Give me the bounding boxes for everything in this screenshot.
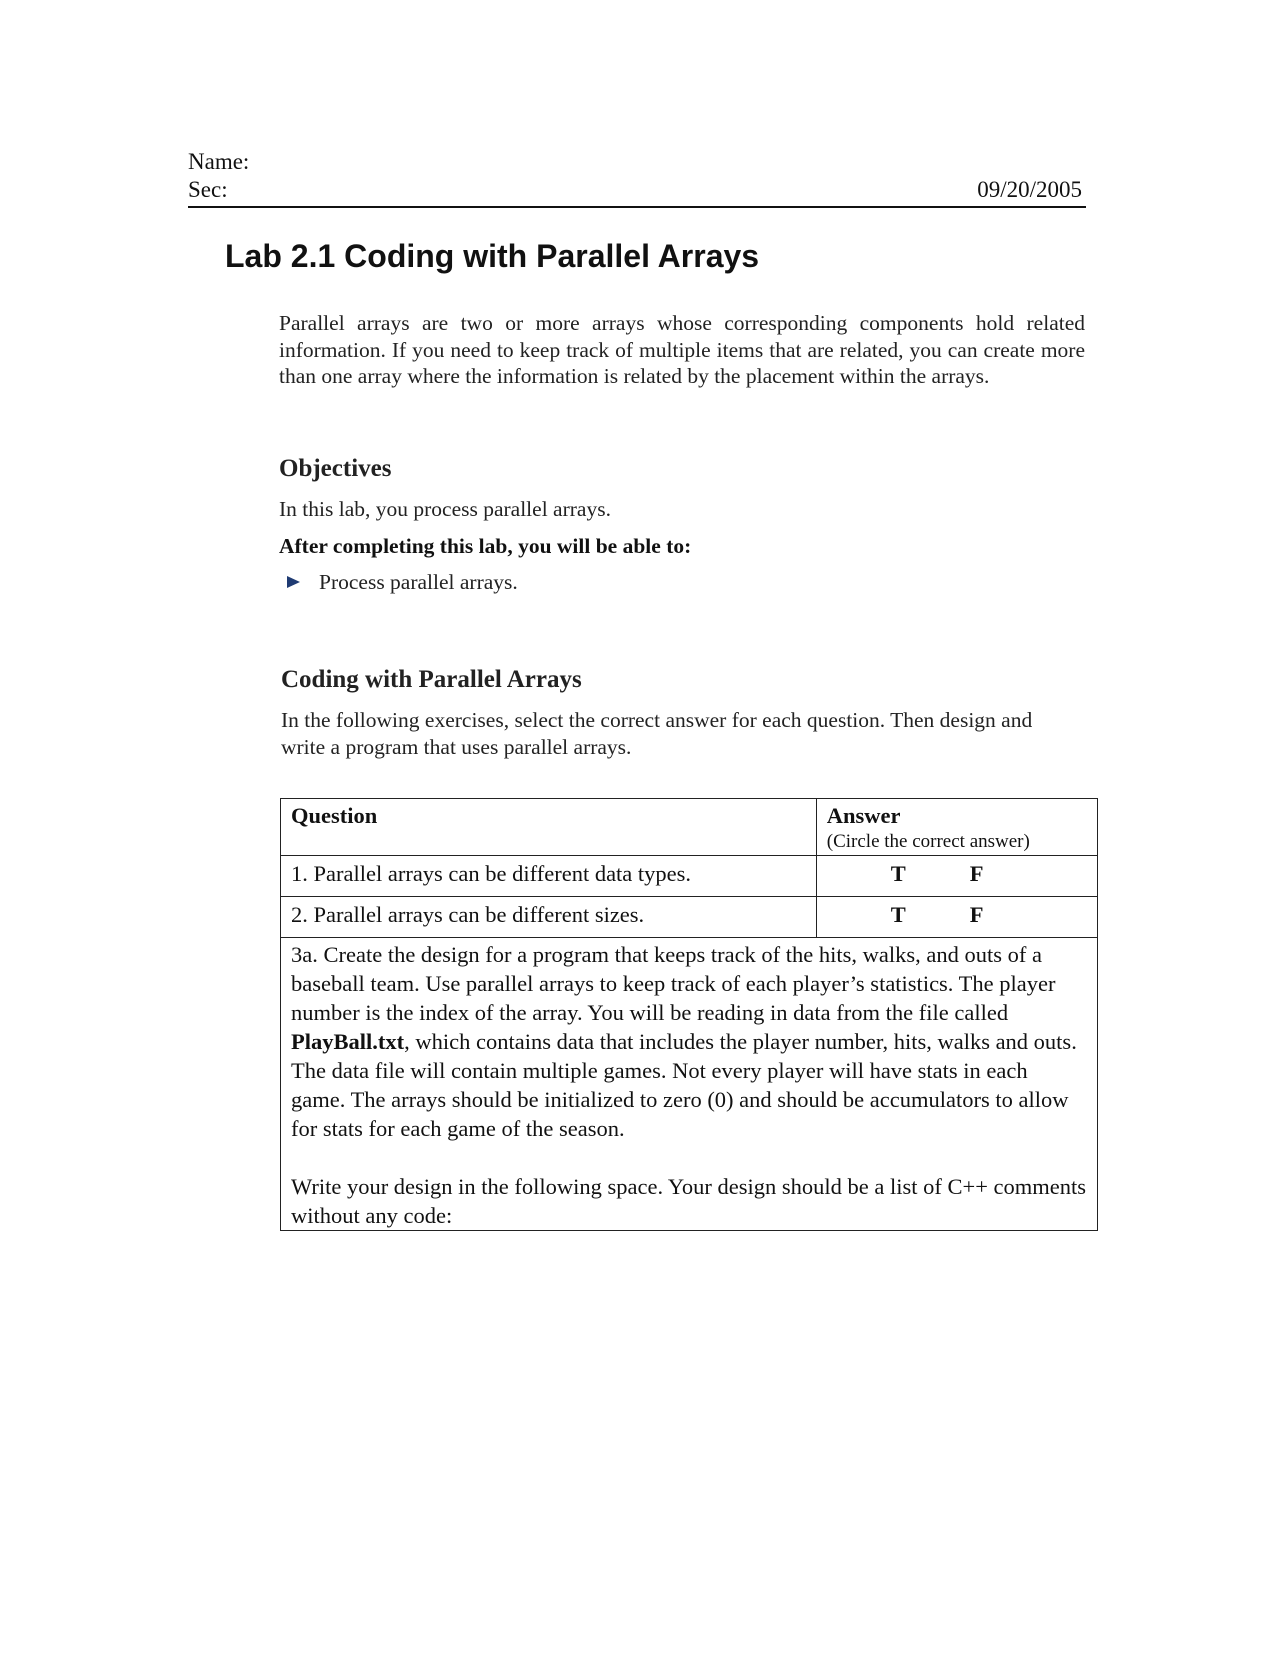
answer-cell <box>816 897 1097 938</box>
question-cell: 2. Parallel arrays can be different sizes. <box>281 897 817 938</box>
name-row <box>188 148 1086 176</box>
true-false-options <box>827 899 1087 931</box>
task-cell <box>281 938 1098 1231</box>
date-text: 09/20/2005 <box>977 177 1082 202</box>
objectives-heading: Objectives <box>279 455 392 482</box>
coding-instructions: In the following exercises, select the correct answer for each question. Then design and write a program that uses parallel arrays. <box>281 708 1033 759</box>
task-text-part1: 3a. Create the design for a program that keeps track of the hits, walks, and outs of a baseball team. Use parallel arrays to keep track of each player’s statistics. The player number is the index of the array. You will be reading in data from the file called <box>291 942 1056 1025</box>
false-option[interactable]: F <box>969 861 984 886</box>
question-header: Question <box>291 803 378 828</box>
section-label: Sec: <box>188 177 228 202</box>
answer-subheader: (Circle the correct answer) <box>826 831 1030 852</box>
answer-header: Answer <box>826 803 901 828</box>
task-row <box>281 938 1098 1231</box>
question-header-cell <box>281 799 817 856</box>
intro-paragraph: Parallel arrays are two or more arrays whose corresponding components hold related information. If you need to keep track of multiple items that are related, you can create more than one array where the information is related by the placement within the arrays. <box>279 311 1085 388</box>
task-instruction: Write your design in the following space. Your design should be a list of C++ comments without any code: <box>291 1174 1087 1228</box>
answer-cell <box>816 856 1097 897</box>
objectives-text: In this lab, you process parallel arrays. <box>279 497 611 521</box>
false-option[interactable]: F <box>969 902 984 927</box>
objectives-list <box>279 568 518 596</box>
name-label: Name: <box>188 149 250 174</box>
answer-header-cell <box>816 799 1097 856</box>
task-text-part2: , which contains data that includes the player number, hits, walks and outs. The data file will contain multiple games. Not every player will have stats in each game. The arrays should be initialized to zero (0) and should be accumulators to allow for stats for each game of the season. <box>291 1029 1077 1141</box>
table-row <box>281 897 1098 938</box>
question-cell: 1. Parallel arrays can be different data types. <box>281 856 817 897</box>
true-option[interactable]: T <box>890 861 906 886</box>
coding-heading: Coding with Parallel Arrays <box>281 666 582 693</box>
blank-line <box>291 1143 1087 1172</box>
objectives-after-text: After completing this lab, you will be able to: <box>279 534 692 558</box>
student-header <box>188 148 1086 208</box>
page-title: Lab 2.1 Coding with Parallel Arrays <box>225 238 760 274</box>
list-item-text: Process parallel arrays. <box>319 570 518 594</box>
true-false-options <box>827 858 1087 890</box>
section-row <box>188 176 1086 204</box>
filename: PlayBall.txt <box>291 1029 405 1054</box>
arrow-bullet-icon <box>287 576 300 588</box>
list-item <box>279 568 518 596</box>
true-option[interactable]: T <box>890 902 906 927</box>
question-answer-table <box>280 798 1098 1231</box>
task-description <box>291 940 1087 1143</box>
table-header-row <box>281 799 1098 856</box>
table-row <box>281 856 1098 897</box>
